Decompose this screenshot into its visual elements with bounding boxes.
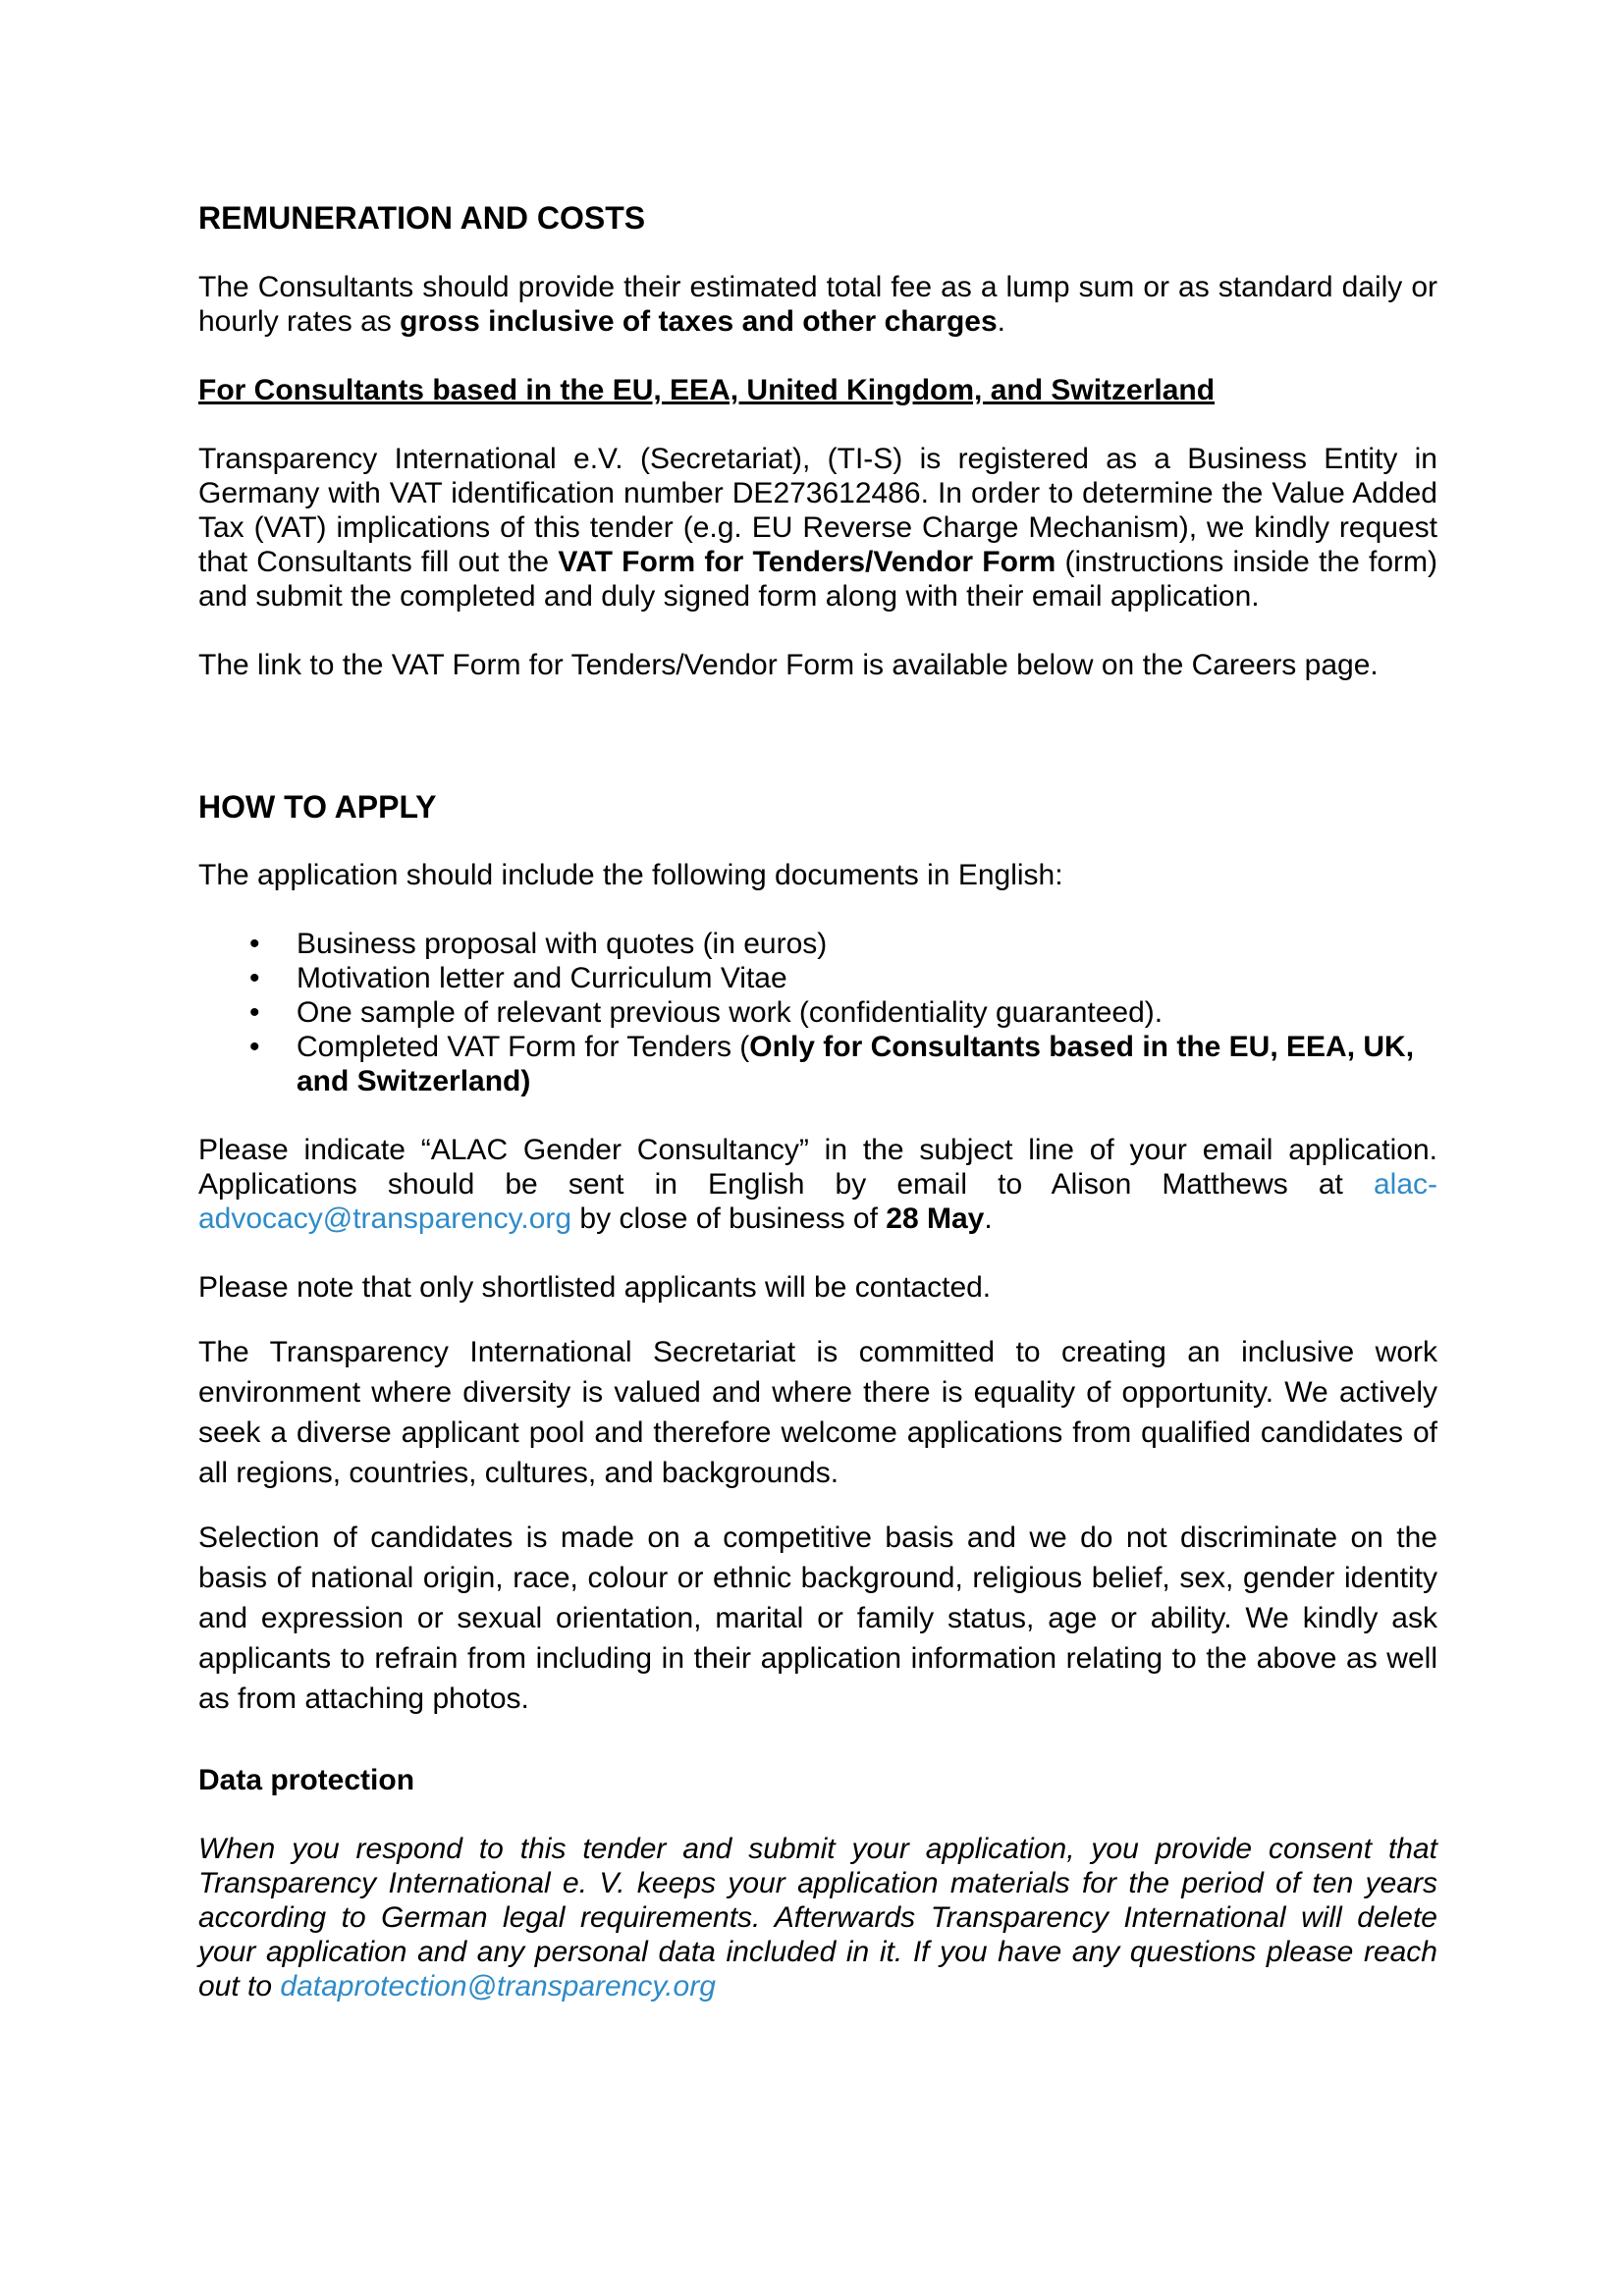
indicate-end: . [984,1202,993,1235]
list-item [198,995,1437,1030]
vat-form-bold: VAT Form for Tenders/Vendor Form [558,546,1056,578]
fee-text: The Consultants should provide their estimated total fee as a lump sum or as standard daily or hourly rates as [198,271,1437,338]
list-item [198,927,1437,961]
list-item-text: One sample of relevant previous work (confidentiality guaranteed). [297,996,1164,1029]
document-page [198,194,1437,2003]
list-item-bold: Only for Consultants based in the EU, EEA, UK, and Switzerland) [297,1031,1415,1097]
bullet-icon: • [249,996,260,1029]
bullet-icon: • [249,962,260,994]
eu-consultants-heading: For Consultants based in the EU, EEA, United Kingdom, and Switzerland [198,374,1216,406]
fee-bold: gross inclusive of taxes and other charges [400,305,998,338]
data-protection-paragraph [198,1832,1437,2003]
fee-end: . [997,305,1005,338]
how-to-apply-heading: HOW TO APPLY [198,789,437,825]
bullet-icon: • [249,928,260,960]
shortlist-paragraph: Please note that only shortlisted applicants will be contacted. [198,1271,992,1304]
list-item-text: Completed VAT Form for Tenders ( [297,1031,750,1063]
data-protection-heading: Data protection [198,1764,415,1796]
indicate-paragraph [198,1133,1437,1236]
indicate-mid: by close of business of [571,1202,887,1235]
list-item [198,961,1437,995]
document-list [198,927,1437,1098]
selection-paragraph: Selection of candidates is made on a competitive basis and we do not discriminate on the basis of national origin, race, colour or ethnic background, religious belief, sex, gender identity and expression or sexual orientation, marital or family status, age or ability. We kindly ask applicants to refrain from including in their application information relating to the above as well as from attaching photos. [198,1522,1437,1715]
list-item-text: Motivation letter and Curriculum Vitae [297,962,787,994]
vat-end: (instructions inside the form) and submit the completed and duly signed form along with their email application. [198,546,1438,613]
apply-intro: The application should include the following documents in English: [198,859,1063,891]
vat-paragraph [198,442,1437,614]
remuneration-heading: REMUNERATION AND COSTS [198,200,646,236]
indicate-text: Please indicate “ALAC Gender Consultancy” in the subject line of your email application. Applications should be sent in English by email to Alison Matthews at [198,1134,1437,1201]
fee-paragraph [198,270,1437,339]
committed-paragraph: The Transparency International Secretariat is committed to creating an inclusive work environment where diversity is valued and where there is equality of opportunity. We actively seek a diverse applicant pool and therefore welcome applications from qualified candidates of all regions, countries, cultures, and backgrounds. [198,1336,1437,1489]
list-item-text: Business proposal with quotes (in euros) [297,928,828,960]
vat-text: Transparency International e.V. (Secretariat), (TI-S) is registered as a Business Entity in Germany with VAT identification number DE273612486. In order to determine the Value Added Tax (VAT) implications of this tender (e.g. EU Reverse Charge Mechanism), we kindly request that Consultants fill out the [198,443,1437,578]
bullet-icon: • [249,1031,260,1063]
application-email-link[interactable]: alac-advocacy@transparency.org [198,1168,1437,1235]
data-protection-email-link[interactable]: dataprotection@transparency.org [280,1970,716,2002]
vat-link-paragraph: The link to the VAT Form for Tenders/Vendor Form is available below on the Careers page. [198,649,1379,681]
data-protection-text: When you respond to this tender and submit your application, you provide consent that Transparency International e. V. keeps your application materials for the period of ten years according to German legal requirements. Afterwards Transparency International will delete your application and any personal data included in it. If you have any questions please reach out to [198,1833,1437,2002]
list-item [198,1030,1437,1098]
deadline: 28 May [886,1202,985,1235]
